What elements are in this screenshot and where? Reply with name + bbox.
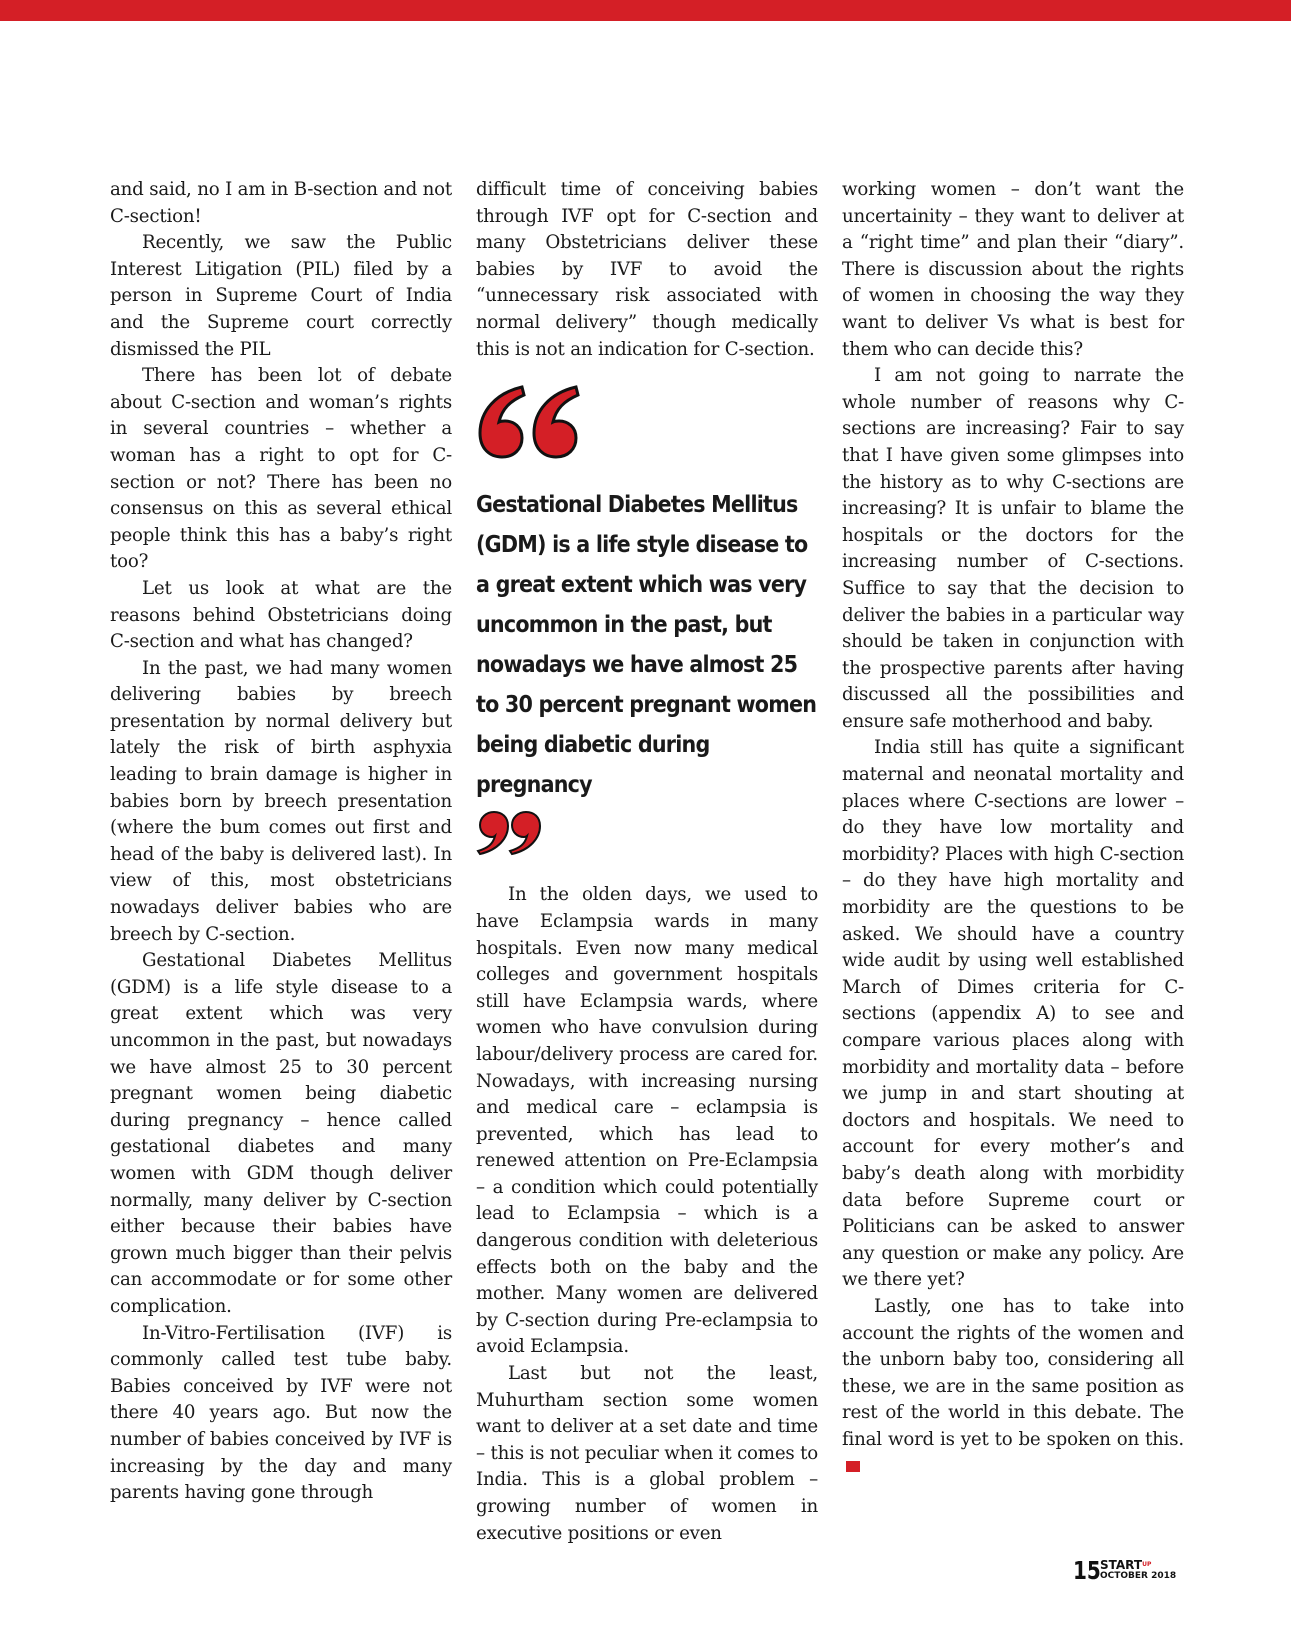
article-column-2 [476,177,818,1547]
paragraph [842,1294,1184,1480]
paragraph: working women – don’t want the uncertainity – they want to deliver at a “right time” and plan their “diary”. There is discussion about the rights of women in choosing the way they want to deliver Vs what is best for them who can decide this? [842,179,1184,360]
paragraph: Recently, we saw the Public Interest Litigation (PIL) filed by a person in Supreme Court of India and the Supreme court correctly dismissed the PIL [110,232,452,360]
top-red-bar [0,0,1291,21]
paragraph: There has been lot of debate about C-section and woman’s rights in several countries – whether a woman has a right to opt for C-section or not? There has been no consensus on this as several ethical people think this has a baby’s right too? [110,365,452,573]
open-quote-icon [476,383,586,461]
paragraph: In the olden days, we used to have Eclampsia wards in many hospitals. Even now many medical colleges and government hospitals still have Eclampsia wards, where women who have convulsion during labour/delivery process are cared for. Nowadays, with increasing nursing and medical care – eclampsia is prevented, which has lead to renewed attention on Pre-Eclampsia – a condition which could potentially lead to Eclampsia – which is a dangerous condition with deleterious effects both on the baby and the mother. Many women are delivered by C-section during Pre-eclampsia to avoid Eclampsia. [476,884,818,1358]
issue-date: OCTOBER 2018 [1100,1571,1177,1581]
paragraph: and said, no I am in B-section and not C-section! [110,179,452,227]
closing-paragraph-text: Lastly, one has to take into account the rights of the women and the unborn baby too, considering all these, we are in the same position as rest of the world in this debate. The final word is yet to be spoken on this. [842,1295,1184,1450]
brand-superscript: UP [1142,1561,1152,1568]
paragraph: Last but not the least, Muhurtham section some women want to deliver at a set date and time – this is not peculiar when it comes to India. This is a global problem – growing number of women in executive positions or even [476,1363,818,1544]
magazine-brand [1100,1559,1151,1571]
paragraph: India still has quite a significant maternal and neonatal mortality and places where C-sections are lower – do they have low mortality and morbidity? Places with high C-section – do they have high mortality and morbidity are the questions to be asked. We should have a country wide audit by using well established March of Dimes criteria for C-sections (appendix A) to see and compare various places along with morbidity and mortality data – before we jump in and start shouting at doctors and hospitals. We need to account for every mother’s and baby’s death along with morbidity data before Supreme court or Politicians can be asked to answer any question or make any policy. Are we there yet? [842,737,1184,1291]
close-quote-icon [476,810,546,858]
end-mark-icon: SC [846,1461,860,1472]
paragraph: Gestational Diabetes Mellitus (GDM) is a life style disease to a great extent which was very uncommon in the past, but nowadays we have almost 25 to 30 percent pregnant women being diabetic during pregnancy – hence called gestational diabetes and many women with GDM though deliver normally, many deliver by C-section either because their babies have grown much bigger than their pelvis can accommodate or for some other complication. [110,950,452,1317]
paragraph: Let us look at what are the reasons behind Obstetricians doing C-section and what has changed? [110,577,452,653]
article-column-3 [842,177,1184,1480]
paragraph: In the past, we had many women delivering babies by breech presentation by normal delivery but lately the risk of birth asphyxia leading to brain damage is higher in babies born by breech presentation (where the bum comes out first and head of the baby is delivered last). In view of this, most obstetricians nowadays deliver babies who are breech by C-section. [110,657,452,945]
article-column-1 [110,177,452,1507]
pull-quote: Gestational Diabetes Mellitus (GDM) is a life style disease to a great extent which was very uncommon in the past, but nowadays we have almost 25 to 30 percent pregnant women being diabetic during pregnancy [476,489,817,798]
paragraph: In-Vitro-Fertilisation (IVF) is commonly called test tube baby. Babies conceived by IVF were not there 40 years ago. But now the number of babies conceived by IVF is increasing by the day and many parents having gone through [110,1322,452,1504]
brand-name: START [1100,1558,1143,1572]
page-number: 15 [1073,1556,1101,1585]
paragraph: difficult time of conceiving babies through IVF opt for C-section and many Obstetricians deliver these babies by IVF to avoid the “unnecessary risk associated with normal delivery” though medically this is not an indication for C-section. [476,179,818,360]
paragraph: I am not going to narrate the whole number of reasons why C-sections are increasing? Fair to say that I have given some glimpses into the history as to why C-sections are increasing? It is unfair to blame the hospitals or the doctors for the increasing number of C-sections. Suffice to say that the decision to deliver the babies in a particular way should be taken in conjunction with the prospective parents after having discussed all the possibilities and ensure safe motherhood and baby. [842,365,1184,732]
